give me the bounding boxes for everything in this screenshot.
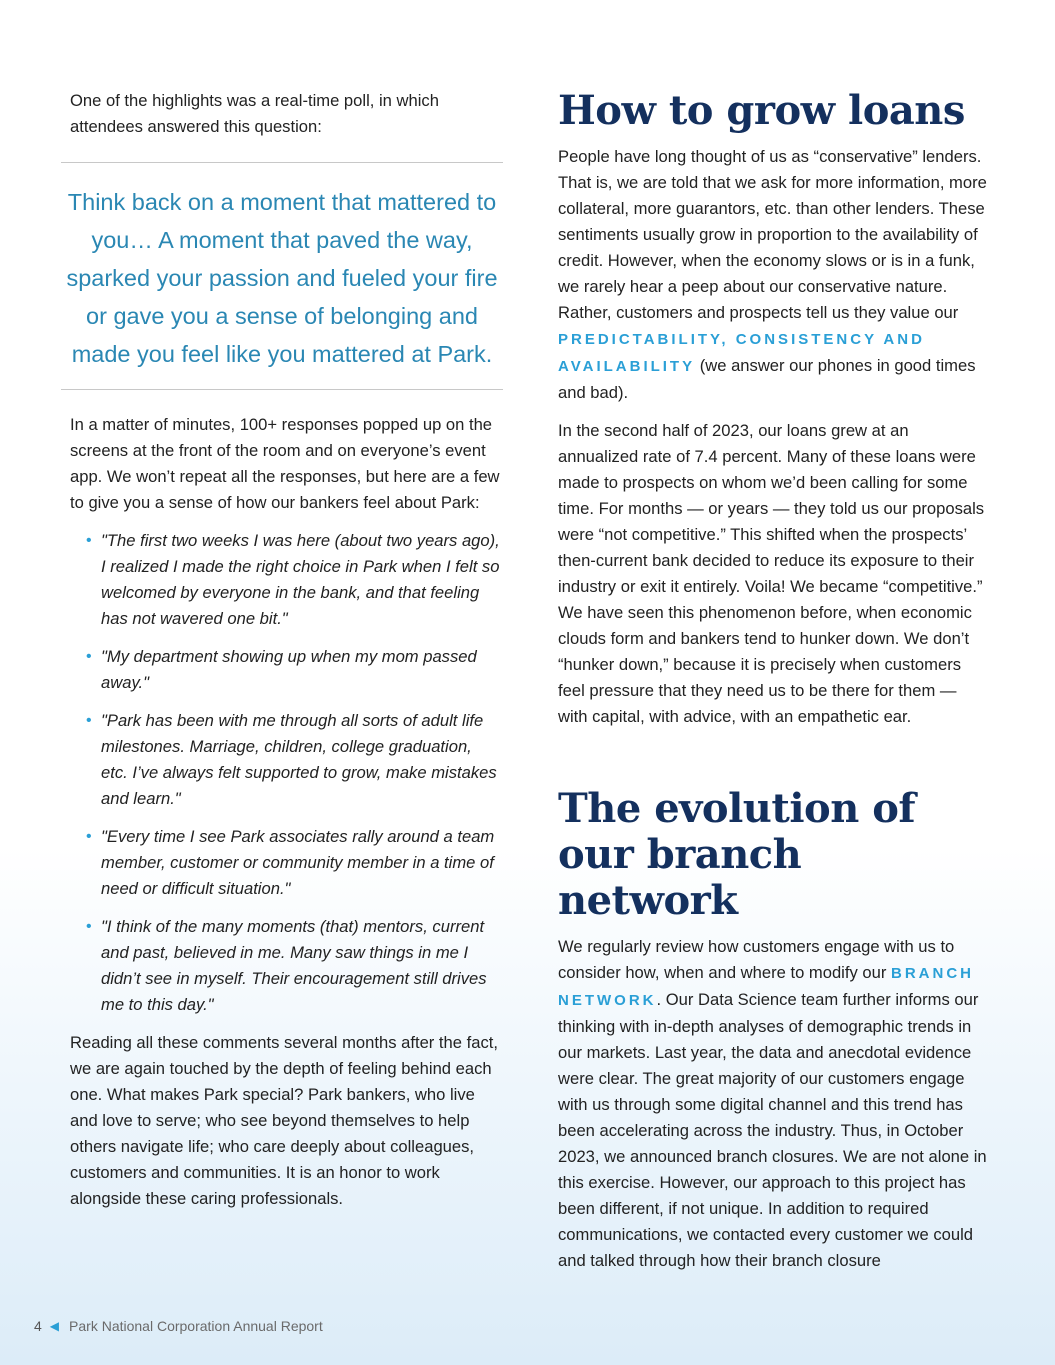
page-footer bbox=[34, 1318, 323, 1334]
left-column bbox=[66, 88, 502, 1212]
branch-paragraph bbox=[558, 934, 990, 1274]
loans-p1-tail: (we answer our phones in good times and bad). bbox=[558, 356, 976, 402]
loans-p1-text: People have long thought of us as “conservative” lenders. That is, we are told that we ask for more information, more collateral, more guarantors, etc. than other lenders. These sentiments usually grow in proportion to the availability of credit. However, when the economy slows or is in a funk, we rarely hear a peep about our conservative nature. Rather, customers and prospects tell us they value our bbox=[558, 147, 987, 322]
quote-text: "My department showing up when my mom passed away." bbox=[101, 647, 477, 692]
branch-heading-line-1: The evolution of bbox=[558, 785, 916, 832]
loans-heading: How to grow loans bbox=[558, 87, 965, 134]
bullet-icon: • bbox=[86, 648, 92, 665]
branch-heading-line-2: our branch network bbox=[558, 831, 802, 924]
bullet-icon: • bbox=[86, 918, 92, 935]
branch-highlight: BRANCH NETWORK bbox=[558, 965, 974, 1009]
quote-list bbox=[70, 528, 502, 1018]
intro-paragraph: One of the highlights was a real-time poll, in which attendees answered this question: bbox=[70, 91, 439, 136]
pull-quote: Think back on a moment that mattered to you… A moment that paved the way, sparked your passion and fueled your fire or gave you a sense of belonging and made you feel like you mattered at Park. bbox=[61, 162, 503, 390]
page-number: 4 bbox=[34, 1318, 42, 1334]
list-item bbox=[70, 914, 502, 1018]
quote-text: "I think of the many moments (that) mentors, current and past, believed in me. Many saw things in me I didn’t see in myself. Their encouragement still drives me to this day." bbox=[101, 917, 487, 1014]
bullet-icon: • bbox=[86, 532, 92, 549]
list-item bbox=[70, 708, 502, 812]
closing-paragraph: Reading all these comments several months after the fact, we are again touched by the depth of feeling behind each one. What makes Park special? Park bankers, who live and love to serve; who see beyond themselves to help others navigate life; who care deeply about colleagues, customers and communities. It is an honor to work alongside these caring professionals. bbox=[70, 1033, 498, 1208]
list-item bbox=[70, 528, 502, 632]
report-title: Park National Corporation Annual Report bbox=[69, 1318, 323, 1334]
loans-paragraph-2: In the second half of 2023, our loans grew at an annualized rate of 7.4 percent. Many of these loans were made to prospects on whom we’d been calling for some time. For months — or years — they told us our proposals were “not competitive.” This shifted when the prospects’ then-current bank decided to reduce its exposure to their industry or exit it entirely. Voila! We became “competitive.” We have seen this phenomenon before, when economic clouds form and bankers tend to hunker down. We don’t “hunker down,” because it is precisely when customers feel pressure that they need us to be there for them — with capital, with advice, with an empathetic ear. bbox=[558, 421, 985, 726]
list-item bbox=[70, 824, 502, 902]
quote-text: "Park has been with me through all sorts of adult life milestones. Marriage, children, college graduation, etc. I’ve always felt supported to grow, make mistakes and learn." bbox=[101, 711, 497, 808]
list-item bbox=[70, 644, 502, 696]
bullet-icon: • bbox=[86, 828, 92, 845]
triangle-left-icon: ◀ bbox=[49, 1319, 60, 1333]
bullet-icon: • bbox=[86, 712, 92, 729]
branch-heading bbox=[558, 786, 990, 924]
branch-p-tail: . Our Data Science team further informs our thinking with in-depth analyses of demographic trends in our markets. Last year, the data and anecdotal evidence were clear. The great majority of our customers engage with us through some digital channel and this trend has been accelerating across the industry. Thus, in October 2023, we announced branch closures. We are not alone in this exercise. However, our approach to this project has been different, if not unique. In addition to required communications, we contacted every customer we could and talked through how their branch closure bbox=[558, 990, 987, 1270]
quote-text: "Every time I see Park associates rally around a team member, customer or community member in a time of need or difficult situation." bbox=[101, 827, 495, 898]
right-column bbox=[558, 88, 990, 1274]
responses-paragraph: In a matter of minutes, 100+ responses popped up on the screens at the front of the room and on everyone’s event app. We won’t repeat all the responses, but here are a few to give you a sense of how our bankers feel about Park: bbox=[70, 415, 500, 512]
branch-p-text: We regularly review how customers engage with us to consider how, when and where to modify our bbox=[558, 937, 955, 982]
quote-text: "The first two weeks I was here (about two years ago), I realized I made the right choice in Park when I felt so welcomed by everyone in the bank, and that feeling has not wavered one bit." bbox=[101, 531, 500, 628]
loans-paragraph-1 bbox=[558, 144, 990, 406]
loans-highlight: PREDICTABILITY, CONSISTENCY AND AVAILABILITY bbox=[558, 331, 925, 375]
